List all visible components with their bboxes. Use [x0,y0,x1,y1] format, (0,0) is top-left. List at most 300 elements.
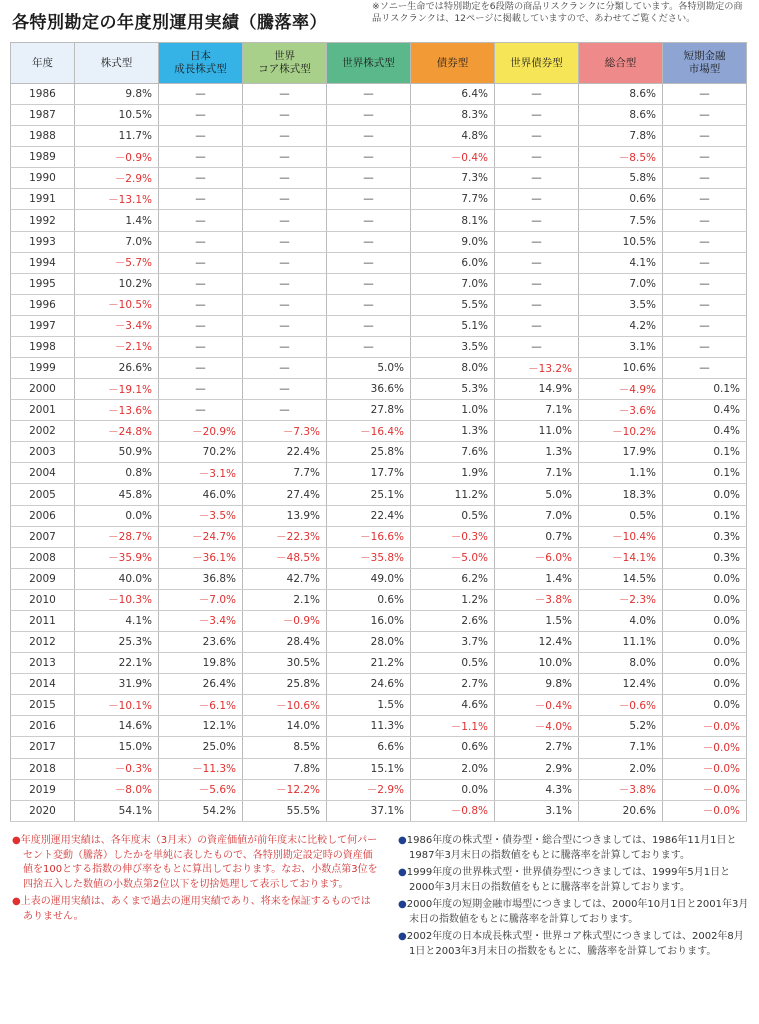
value-cell: — [243,147,327,168]
value-cell: — [243,379,327,400]
value-cell: — [663,294,747,315]
value-cell: 22.4% [327,505,411,526]
value-cell: — [243,210,327,231]
value-cell: 4.1% [579,252,663,273]
value-cell: 21.2% [327,653,411,674]
value-cell: 50.9% [75,442,159,463]
value-cell: －10.5% [75,294,159,315]
value-cell: 4.2% [579,315,663,336]
value-cell: 24.6% [327,674,411,695]
value-cell: 2.7% [495,737,579,758]
value-cell: 12.4% [495,632,579,653]
value-cell: — [327,189,411,210]
table-row [11,84,747,105]
note-right-item: ●2002年度の日本成長株式型・世界コア株式型につきましては、2002年8月1日と2003年3月末日の指数をもとに、騰落率を計算しております。 [398,931,744,957]
value-cell: — [327,210,411,231]
value-cell: 25.8% [243,674,327,695]
value-cell: 0.0% [663,653,747,674]
year-cell: 2016 [11,716,75,737]
year-cell: 2011 [11,610,75,631]
value-cell: 0.3% [663,547,747,568]
value-cell: 8.5% [243,737,327,758]
table-row [11,189,747,210]
note-right-item: ●2000年度の短期金融市場型につきましては、2000年10月1日と2001年3月末日の指数値をもとに騰落率を計算しております。 [398,899,749,925]
value-cell: 0.5% [579,505,663,526]
value-cell: — [495,252,579,273]
value-cell: — [663,84,747,105]
value-cell: 5.2% [579,716,663,737]
value-cell: 49.0% [327,568,411,589]
value-cell: －7.3% [243,421,327,442]
value-cell: — [243,252,327,273]
value-cell: — [159,294,243,315]
value-cell: 1.4% [75,210,159,231]
value-cell: — [159,231,243,252]
value-cell: 8.0% [411,358,495,379]
value-cell: 36.6% [327,379,411,400]
value-cell: －8.0% [75,779,159,800]
value-cell: －28.7% [75,526,159,547]
year-cell: 2004 [11,463,75,484]
year-cell: 2018 [11,758,75,779]
year-cell: 1988 [11,126,75,147]
year-cell: 2019 [11,779,75,800]
column-header: 世界株式型 [327,43,411,84]
value-cell: — [663,189,747,210]
value-cell: — [159,105,243,126]
table-row [11,231,747,252]
value-cell: 23.6% [159,632,243,653]
value-cell: — [243,168,327,189]
value-cell: 5.1% [411,315,495,336]
value-cell: 3.7% [411,632,495,653]
value-cell: －3.4% [159,610,243,631]
year-cell: 2009 [11,568,75,589]
value-cell: — [243,336,327,357]
value-cell: 0.5% [411,653,495,674]
value-cell: — [243,400,327,421]
value-cell: — [243,231,327,252]
year-cell: 1993 [11,231,75,252]
value-cell: 0.0% [663,589,747,610]
value-cell: — [159,400,243,421]
year-cell: 2003 [11,442,75,463]
table-header-row [11,43,747,84]
value-cell: －2.1% [75,336,159,357]
value-cell: 1.3% [411,421,495,442]
value-cell: 22.1% [75,653,159,674]
year-cell: 2001 [11,400,75,421]
value-cell: — [495,273,579,294]
value-cell: －24.8% [75,421,159,442]
value-cell: — [159,126,243,147]
value-cell: －13.1% [75,189,159,210]
value-cell: — [495,294,579,315]
table-row [11,674,747,695]
value-cell: — [663,336,747,357]
value-cell: 7.6% [411,442,495,463]
page-title: 各特別勘定の年度別運用実績（騰落率） [12,13,327,33]
value-cell: 14.9% [495,379,579,400]
value-cell: 0.6% [411,737,495,758]
value-cell: 26.6% [75,358,159,379]
value-cell: 22.4% [243,442,327,463]
value-cell: 8.6% [579,84,663,105]
value-cell: 13.9% [243,505,327,526]
value-cell: 16.0% [327,610,411,631]
value-cell: 27.8% [327,400,411,421]
value-cell: — [327,147,411,168]
value-cell: 0.1% [663,463,747,484]
column-header: 短期金融 市場型 [663,43,747,84]
value-cell: 40.0% [75,568,159,589]
value-cell: 0.0% [663,632,747,653]
table-row [11,610,747,631]
value-cell: 3.1% [579,336,663,357]
value-cell: 7.0% [579,273,663,294]
value-cell: 7.0% [75,231,159,252]
value-cell: 46.0% [159,484,243,505]
value-cell: — [159,147,243,168]
value-cell: 15.0% [75,737,159,758]
value-cell: — [663,315,747,336]
value-cell: 8.0% [579,653,663,674]
table-row [11,294,747,315]
value-cell: — [327,126,411,147]
performance-table [10,42,747,822]
year-cell: 1999 [11,358,75,379]
value-cell: 4.1% [75,610,159,631]
bullet-icon: ● [398,931,407,942]
value-cell: 1.3% [495,442,579,463]
value-cell: 0.4% [663,421,747,442]
value-cell: 15.1% [327,758,411,779]
value-cell: 4.3% [495,779,579,800]
value-cell: — [159,379,243,400]
table-row [11,147,747,168]
value-cell: 1.4% [495,568,579,589]
value-cell: 45.8% [75,484,159,505]
value-cell: 2.9% [495,758,579,779]
value-cell: — [243,273,327,294]
value-cell: 0.0% [663,610,747,631]
value-cell: 36.8% [159,568,243,589]
value-cell: 10.5% [579,231,663,252]
value-cell: －0.4% [411,147,495,168]
value-cell: －36.1% [159,547,243,568]
table-row [11,716,747,737]
value-cell: 14.6% [75,716,159,737]
value-cell: 1.0% [411,400,495,421]
value-cell: — [159,252,243,273]
value-cell: －1.1% [411,716,495,737]
value-cell: — [495,189,579,210]
value-cell: — [327,252,411,273]
value-cell: 10.2% [75,273,159,294]
value-cell: — [159,315,243,336]
value-cell: －3.4% [75,315,159,336]
value-cell: 0.0% [663,674,747,695]
table-row [11,168,747,189]
value-cell: 14.0% [243,716,327,737]
value-cell: 25.1% [327,484,411,505]
value-cell: 7.7% [243,463,327,484]
value-cell: 3.5% [411,336,495,357]
value-cell: — [663,358,747,379]
value-cell: 0.0% [75,505,159,526]
value-cell: 2.1% [243,589,327,610]
value-cell: — [159,358,243,379]
value-cell: 42.7% [243,568,327,589]
value-cell: 11.2% [411,484,495,505]
value-cell: 5.0% [495,484,579,505]
value-cell: 4.0% [579,610,663,631]
value-cell: －0.6% [579,695,663,716]
value-cell: 7.5% [579,210,663,231]
value-cell: — [243,294,327,315]
value-cell: — [495,231,579,252]
value-cell: 1.5% [327,695,411,716]
value-cell: －0.8% [411,800,495,821]
column-header: 年度 [11,43,75,84]
value-cell: 25.3% [75,632,159,653]
value-cell: — [495,168,579,189]
value-cell: — [495,126,579,147]
value-cell: — [495,147,579,168]
value-cell: 2.6% [411,610,495,631]
year-cell: 2000 [11,379,75,400]
column-header: 総合型 [579,43,663,84]
value-cell: 7.1% [495,463,579,484]
value-cell: 0.0% [663,568,747,589]
value-cell: 20.6% [579,800,663,821]
value-cell: 30.5% [243,653,327,674]
table-row [11,547,747,568]
value-cell: 6.0% [411,252,495,273]
value-cell: — [327,336,411,357]
value-cell: －14.1% [579,547,663,568]
table-row [11,463,747,484]
value-cell: 9.0% [411,231,495,252]
year-cell: 1992 [11,210,75,231]
value-cell: 9.8% [495,674,579,695]
value-cell: 7.1% [579,737,663,758]
value-cell: －35.9% [75,547,159,568]
value-cell: －0.4% [495,695,579,716]
value-cell: 17.9% [579,442,663,463]
value-cell: — [159,273,243,294]
value-cell: — [663,210,747,231]
value-cell: －0.3% [75,758,159,779]
value-cell: 4.8% [411,126,495,147]
bullet-icon: ● [12,896,21,907]
value-cell: 25.0% [159,737,243,758]
value-cell: －10.3% [75,589,159,610]
value-cell: 9.8% [75,84,159,105]
table-row [11,695,747,716]
note-left-item: ●年度別運用実績は、各年度末（3月末）の資産価値が前年度末に比較して何パーセント変動（騰落）したかを単純に表したもので、各特別勘定設定時の資産価値を100とする指数の伸び率をもとに算出しております。なお、小数点第3位を四捨五入した数値の小数点第2位以下を切捨処理して表示しております。 [12,835,378,890]
value-cell: －3.8% [579,779,663,800]
value-cell: 7.3% [411,168,495,189]
value-cell: －0.0% [663,800,747,821]
value-cell: 0.6% [327,589,411,610]
table-row [11,505,747,526]
value-cell: 54.1% [75,800,159,821]
value-cell: 8.3% [411,105,495,126]
table-row [11,442,747,463]
year-cell: 1997 [11,315,75,336]
value-cell: — [327,273,411,294]
value-cell: －0.0% [663,716,747,737]
column-header: 世界債券型 [495,43,579,84]
value-cell: －11.3% [159,758,243,779]
value-cell: 12.4% [579,674,663,695]
value-cell: 14.5% [579,568,663,589]
table-row [11,210,747,231]
value-cell: 6.2% [411,568,495,589]
value-cell: －12.2% [243,779,327,800]
column-header: 株式型 [75,43,159,84]
bullet-icon: ● [398,835,407,846]
value-cell: 5.3% [411,379,495,400]
value-cell: 1.5% [495,610,579,631]
value-cell: 5.5% [411,294,495,315]
value-cell: — [495,336,579,357]
year-cell: 1995 [11,273,75,294]
value-cell: 12.1% [159,716,243,737]
value-cell: 1.2% [411,589,495,610]
value-cell: 3.1% [495,800,579,821]
value-cell: 54.2% [159,800,243,821]
value-cell: — [663,105,747,126]
value-cell: －5.7% [75,252,159,273]
value-cell: －0.9% [243,610,327,631]
year-cell: 2015 [11,695,75,716]
table-row [11,400,747,421]
value-cell: 1.9% [411,463,495,484]
value-cell: －3.8% [495,589,579,610]
value-cell: 28.4% [243,632,327,653]
value-cell: 11.7% [75,126,159,147]
table-row [11,126,747,147]
table-row [11,379,747,400]
year-cell: 2020 [11,800,75,821]
value-cell: －6.1% [159,695,243,716]
value-cell: — [159,84,243,105]
table-row [11,252,747,273]
year-cell: 1991 [11,189,75,210]
value-cell: — [159,210,243,231]
value-cell: 4.6% [411,695,495,716]
value-cell: 11.1% [579,632,663,653]
table-row [11,273,747,294]
value-cell: －8.5% [579,147,663,168]
value-cell: — [243,315,327,336]
table-row [11,358,747,379]
year-cell: 2005 [11,484,75,505]
value-cell: 3.5% [579,294,663,315]
value-cell: －13.2% [495,358,579,379]
year-cell: 1987 [11,105,75,126]
table-body [11,84,747,822]
value-cell: — [243,189,327,210]
value-cell: 26.4% [159,674,243,695]
value-cell: — [663,252,747,273]
value-cell: －4.9% [579,379,663,400]
value-cell: 17.7% [327,463,411,484]
column-header: 債券型 [411,43,495,84]
value-cell: 0.0% [411,779,495,800]
value-cell: — [495,84,579,105]
value-cell: 8.1% [411,210,495,231]
value-cell: 18.3% [579,484,663,505]
value-cell: －0.3% [411,526,495,547]
value-cell: 5.8% [579,168,663,189]
value-cell: －4.0% [495,716,579,737]
value-cell: 19.8% [159,653,243,674]
year-cell: 2014 [11,674,75,695]
value-cell: — [495,315,579,336]
value-cell: －22.3% [243,526,327,547]
year-cell: 2010 [11,589,75,610]
value-cell: — [495,105,579,126]
value-cell: －13.6% [75,400,159,421]
year-cell: 2007 [11,526,75,547]
value-cell: －10.4% [579,526,663,547]
value-cell: 55.5% [243,800,327,821]
value-cell: — [243,126,327,147]
year-cell: 1990 [11,168,75,189]
note-right-item: ●1999年度の世界株式型・世界債券型につきましては、1999年5月1日と2000年3月末日の指数値をもとに騰落率を計算しております。 [398,867,731,893]
year-cell: 1998 [11,336,75,357]
table-row [11,653,747,674]
value-cell: －6.0% [495,547,579,568]
value-cell: 6.4% [411,84,495,105]
value-cell: 0.8% [75,463,159,484]
value-cell: －3.1% [159,463,243,484]
value-cell: — [243,105,327,126]
table-row [11,421,747,442]
value-cell: 0.0% [663,695,747,716]
value-cell: — [663,273,747,294]
value-cell: 27.4% [243,484,327,505]
year-cell: 1989 [11,147,75,168]
year-cell: 1996 [11,294,75,315]
value-cell: 0.7% [495,526,579,547]
risk-rank-note: ※ソニー生命では特別勘定を6段階の商品リスクランクに分類しています。各特別勘定の商品リスクランクは、12ページに掲載していますので、あわせてご覧ください。 [372,1,743,24]
table-row [11,737,747,758]
year-cell: 2012 [11,632,75,653]
year-cell: 1986 [11,84,75,105]
year-cell: 2017 [11,737,75,758]
value-cell: — [243,84,327,105]
value-cell: — [327,105,411,126]
value-cell: －10.2% [579,421,663,442]
bullet-icon: ● [398,899,407,910]
value-cell: — [663,126,747,147]
value-cell: — [327,84,411,105]
year-cell: 2013 [11,653,75,674]
value-cell: 6.6% [327,737,411,758]
value-cell: 10.6% [579,358,663,379]
value-cell: — [327,168,411,189]
bullet-icon: ● [398,867,407,878]
value-cell: 0.4% [663,400,747,421]
value-cell: －5.0% [411,547,495,568]
column-header: 世界 コア株式型 [243,43,327,84]
value-cell: 28.0% [327,632,411,653]
bullet-icon: ● [12,835,21,846]
